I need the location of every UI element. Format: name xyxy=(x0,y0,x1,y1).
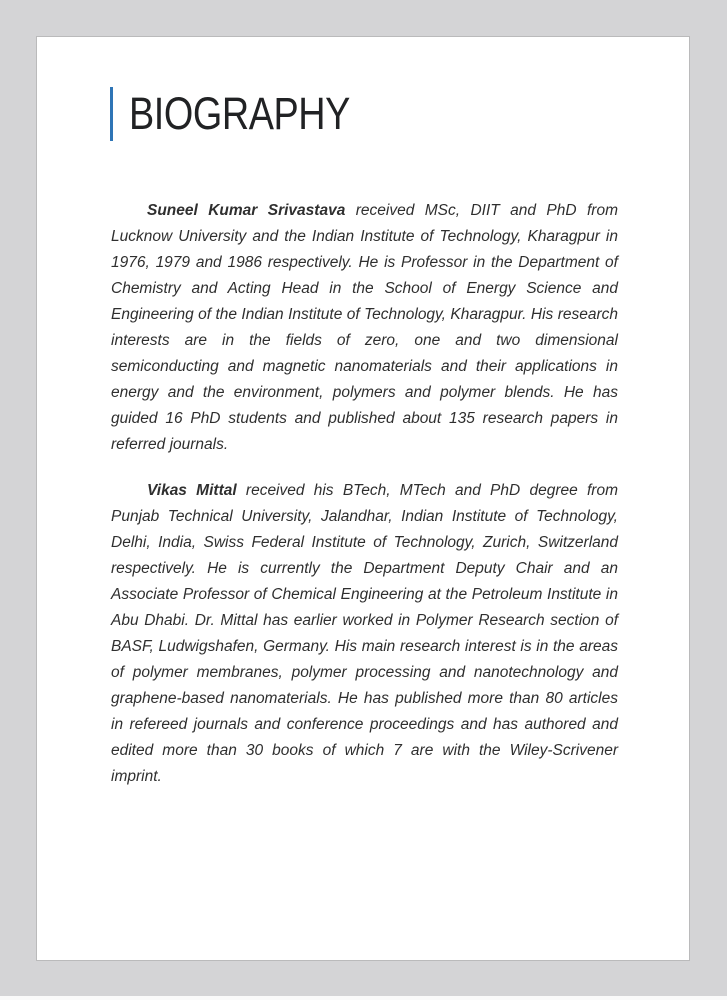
title-accent-bar xyxy=(110,87,113,141)
document-page xyxy=(37,37,689,960)
paragraph-srivastava-body: received MSc, DIIT and PhD from Lucknow University and the Indian Institute of Technology, Kharagpur in 1976, 1979 and 1986 respectively. He is Professor in the Department of Chemistry and Acting Head in the School of Energy Science and Engineering of the Indian Institute of Technology, Kharagpur. His research interests are in the fields of zero, one and two dimensional semiconducting and magnetic nanomaterials and their applications in energy and the environment, polymers and polymer blends. He has guided 16 PhD students and published about 135 research papers in referred journals. xyxy=(111,202,618,453)
section-title-block xyxy=(110,87,689,141)
page-title: BIOGRAPHY xyxy=(129,88,350,139)
biography-text xyxy=(111,198,618,790)
next-page-edge xyxy=(0,996,727,1000)
author-name-srivastava: Suneel Kumar Srivastava xyxy=(147,202,346,219)
paragraph-mittal-body: received his BTech, MTech and PhD degree from Punjab Technical University, Jalandhar, Indian Institute of Technology, Delhi, India, Swiss Federal Institute of Technology, Zurich, Switzerland respectively. He is currently the Department Deputy Chair and an Associate Professor of Chemical Engineering at the Petroleum Institute in Abu Dhabi. Dr. Mittal has earlier worked in Polymer Research section of BASF, Ludwigshafen, Germany. His main research interest is in the areas of polymer membranes, polymer processing and nanotechnology and graphene-based nanomaterials. He has published more than 80 articles in refereed journals and conference proceedings and has authored and edited more than 30 books of which 7 are with the Wiley-Scrivener imprint. xyxy=(111,482,618,785)
paragraph-srivastava xyxy=(111,198,618,458)
paragraph-mittal xyxy=(111,478,618,790)
author-name-mittal: Vikas Mittal xyxy=(147,482,237,499)
